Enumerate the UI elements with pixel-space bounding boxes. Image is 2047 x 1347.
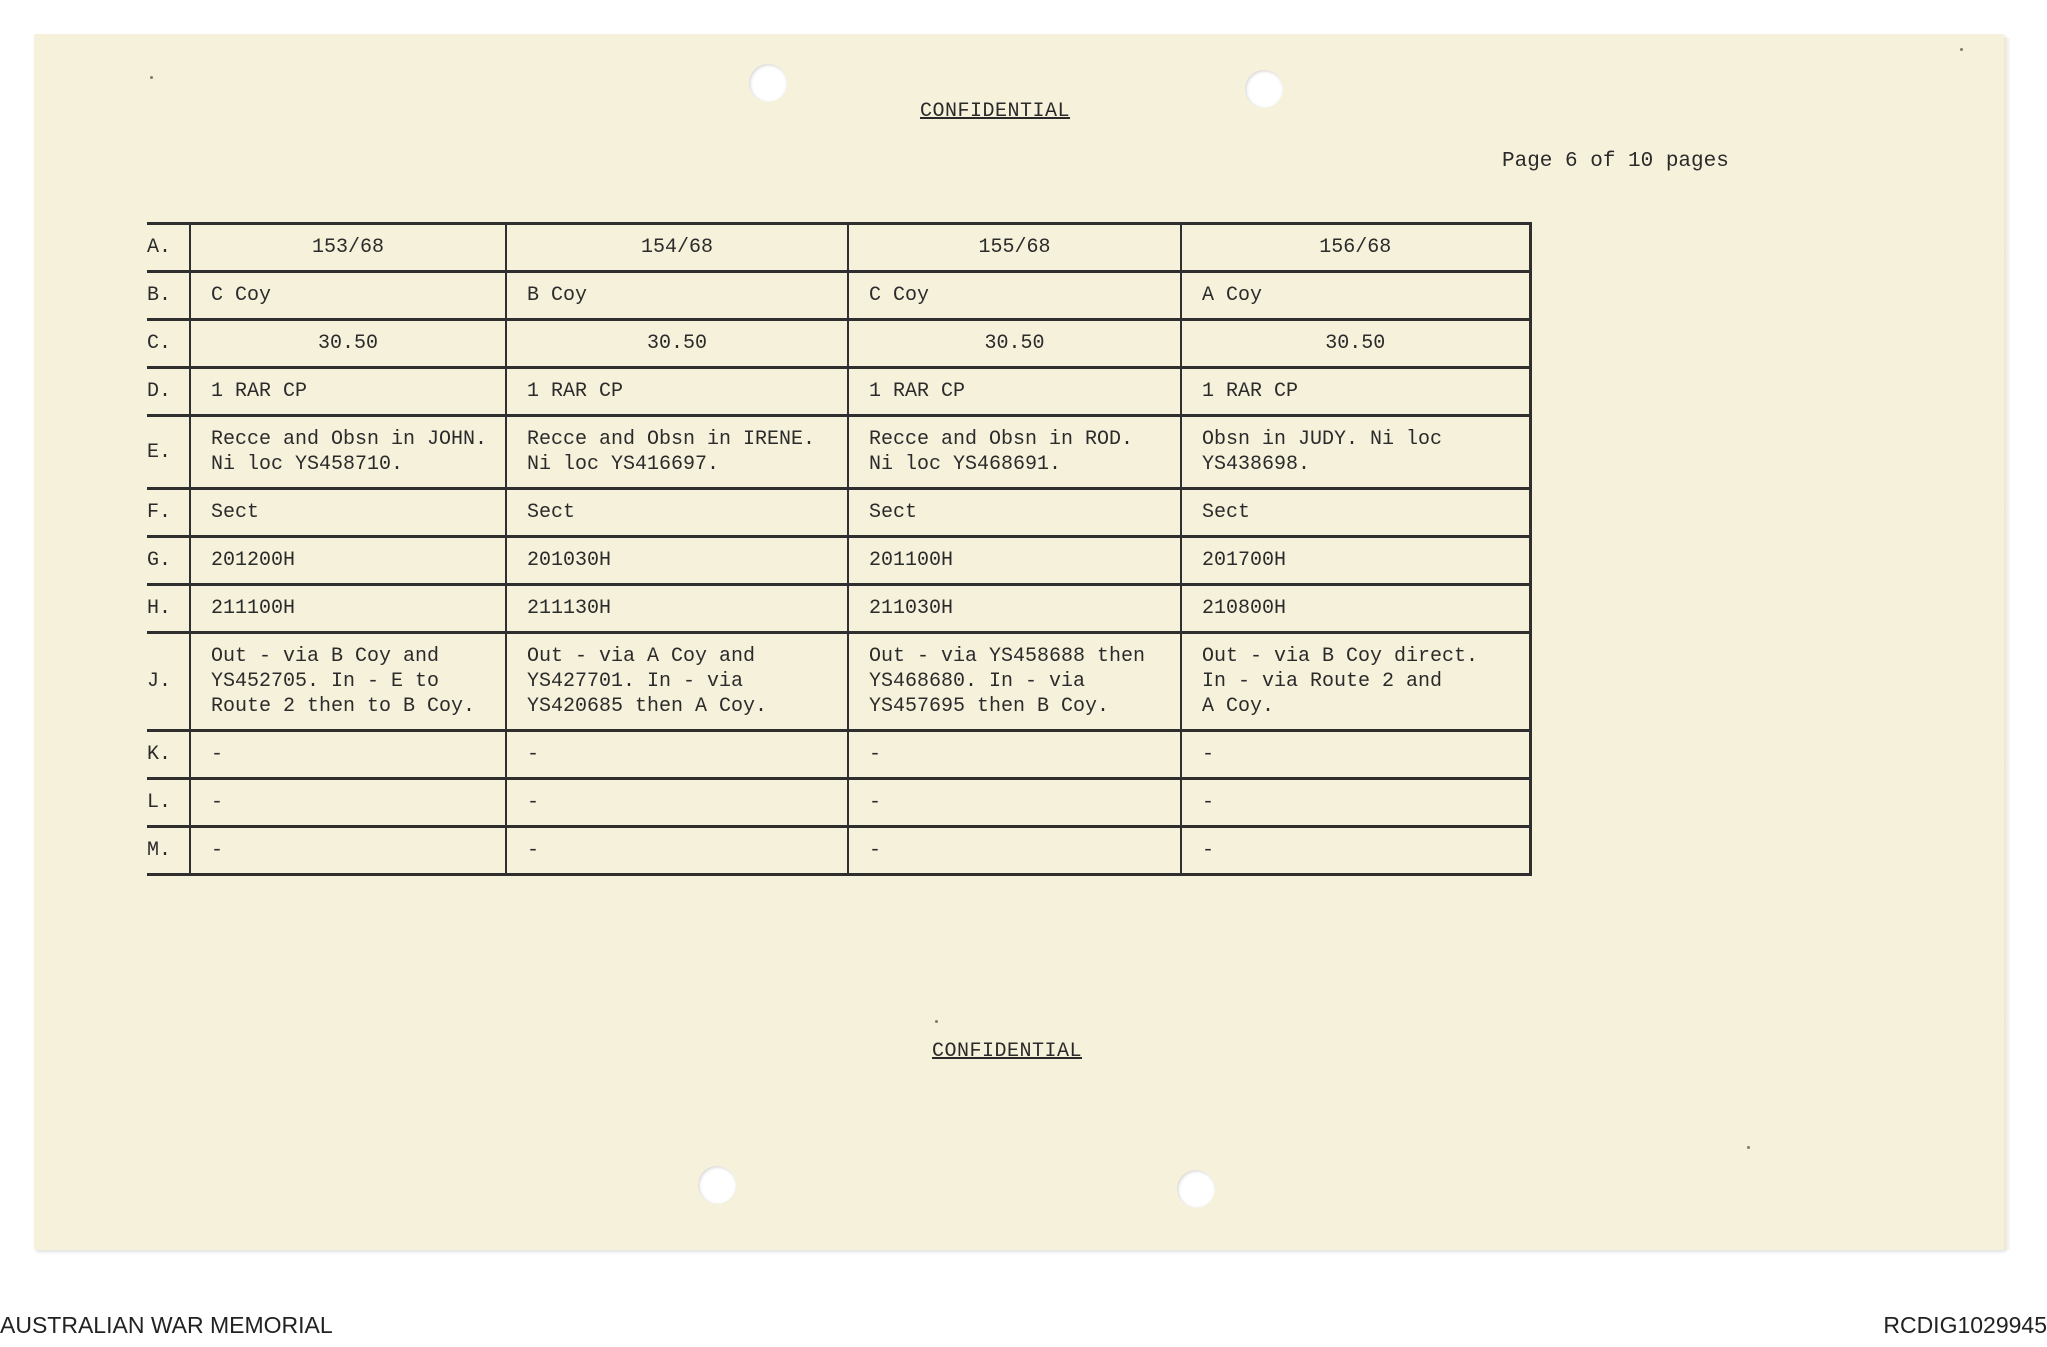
table-cell: 30.50: [1181, 320, 1530, 368]
table-cell: 30.50: [190, 320, 506, 368]
table-cell: Sect: [1181, 489, 1530, 537]
table-cell: -: [506, 731, 848, 779]
cell-line: Ni loc YS416697.: [527, 453, 720, 476]
table-cell: 211100H: [190, 585, 506, 633]
row-label: J.: [147, 633, 190, 731]
punch-hole: [698, 1166, 736, 1204]
cell-line: YS427701. In - via: [527, 670, 744, 693]
row-label: K.: [147, 731, 190, 779]
table-cell: -: [848, 779, 1181, 827]
table-cell: 211030H: [848, 585, 1181, 633]
table-cell: [1181, 416, 1530, 489]
table-cell: 201200H: [190, 537, 506, 585]
table-cell: [1181, 633, 1530, 731]
footer-classification: CONFIDENTIAL: [932, 1040, 1083, 1063]
cell-line: In - via Route 2 and: [1202, 670, 1443, 693]
cell-line: Recce and Obsn in JOHN.: [211, 428, 488, 451]
paper-speck: [1747, 1146, 1750, 1149]
cell-line: Ni loc YS458710.: [211, 453, 404, 476]
table-cell: 210800H: [1181, 585, 1530, 633]
row-label: M.: [147, 827, 190, 875]
table-cell: -: [848, 731, 1181, 779]
cell-line: YS468680. In - via: [869, 670, 1086, 693]
cell-line: Out - via B Coy and: [211, 645, 440, 668]
cell-line: Ni loc YS468691.: [869, 453, 1062, 476]
item-id: RCDIG1029945: [1883, 1312, 2047, 1338]
row-label: D.: [147, 368, 190, 416]
table-cell: 154/68: [506, 224, 848, 272]
table-cell: [506, 633, 848, 731]
cell-line: Recce and Obsn in IRENE.: [527, 428, 816, 451]
cell-line: Out - via A Coy and: [527, 645, 756, 668]
cell-line: Obsn in JUDY. Ni loc: [1202, 428, 1443, 451]
punch-hole: [1245, 70, 1283, 108]
cell-line: Out - via B Coy direct.: [1202, 645, 1479, 668]
cell-line: Out - via YS458688 then: [869, 645, 1146, 668]
cell-line: YS457695 then B Coy.: [869, 695, 1110, 718]
row-label: G.: [147, 537, 190, 585]
table-cell: [190, 416, 506, 489]
row-label: C.: [147, 320, 190, 368]
row-label: E.: [147, 416, 190, 489]
table-cell: [848, 416, 1181, 489]
table-cell: B Coy: [506, 272, 848, 320]
table-cell: -: [1181, 827, 1530, 875]
table-cell: -: [1181, 779, 1530, 827]
table-cell: 1 RAR CP: [190, 368, 506, 416]
page-edge: [2004, 38, 2010, 1250]
table-cell: 1 RAR CP: [848, 368, 1181, 416]
orders-table: [147, 222, 1532, 876]
table-row: [147, 585, 1530, 633]
table-cell: 156/68: [1181, 224, 1530, 272]
table-cell: -: [1181, 731, 1530, 779]
cell-line: YS420685 then A Coy.: [527, 695, 768, 718]
paper-speck: [150, 76, 153, 79]
table-cell: [190, 633, 506, 731]
table-cell: A Coy: [1181, 272, 1530, 320]
table-cell: -: [506, 779, 848, 827]
table-cell: 30.50: [506, 320, 848, 368]
table-cell: 155/68: [848, 224, 1181, 272]
archive-label: AUSTRALIAN WAR MEMORIAL: [0, 1312, 333, 1338]
table-row: [147, 537, 1530, 585]
table-cell: -: [190, 827, 506, 875]
header-classification: CONFIDENTIAL: [920, 100, 1071, 123]
table-cell: -: [190, 779, 506, 827]
table-row: [147, 489, 1530, 537]
punch-hole: [1177, 1170, 1215, 1208]
table-cell: 30.50: [848, 320, 1181, 368]
table-cell: [848, 633, 1181, 731]
page-number: Page 6 of 10 pages: [1502, 150, 1729, 173]
table-cell: 153/68: [190, 224, 506, 272]
table-cell: -: [190, 731, 506, 779]
table-row: [147, 827, 1530, 875]
cell-line: YS452705. In - E to: [211, 670, 440, 693]
table-row: [147, 320, 1530, 368]
table-cell: C Coy: [848, 272, 1181, 320]
table-body: [147, 224, 1530, 875]
cell-line: Recce and Obsn in ROD.: [869, 428, 1134, 451]
paper-speck: [935, 1020, 938, 1023]
row-label: A.: [147, 224, 190, 272]
row-label: B.: [147, 272, 190, 320]
row-label: F.: [147, 489, 190, 537]
punch-hole: [749, 64, 787, 102]
cell-line: Route 2 then to B Coy.: [211, 695, 476, 718]
table-row: [147, 779, 1530, 827]
table-cell: -: [848, 827, 1181, 875]
cell-line: A Coy.: [1202, 695, 1275, 718]
paper-speck: [1960, 48, 1963, 51]
table-cell: -: [506, 827, 848, 875]
table-cell: [506, 416, 848, 489]
table-cell: 201100H: [848, 537, 1181, 585]
table-cell: 211130H: [506, 585, 848, 633]
table-row: [147, 272, 1530, 320]
table-row: [147, 224, 1530, 272]
table-cell: Sect: [190, 489, 506, 537]
table-row: [147, 731, 1530, 779]
row-label: H.: [147, 585, 190, 633]
table-cell: 201700H: [1181, 537, 1530, 585]
table-cell: 1 RAR CP: [506, 368, 848, 416]
table-row: [147, 368, 1530, 416]
row-label: L.: [147, 779, 190, 827]
table-cell: Sect: [506, 489, 848, 537]
table-cell: Sect: [848, 489, 1181, 537]
table-row: [147, 633, 1530, 731]
table-cell: C Coy: [190, 272, 506, 320]
table-cell: 1 RAR CP: [1181, 368, 1530, 416]
table-cell: 201030H: [506, 537, 848, 585]
cell-line: YS438698.: [1202, 453, 1311, 476]
table-row: [147, 416, 1530, 489]
